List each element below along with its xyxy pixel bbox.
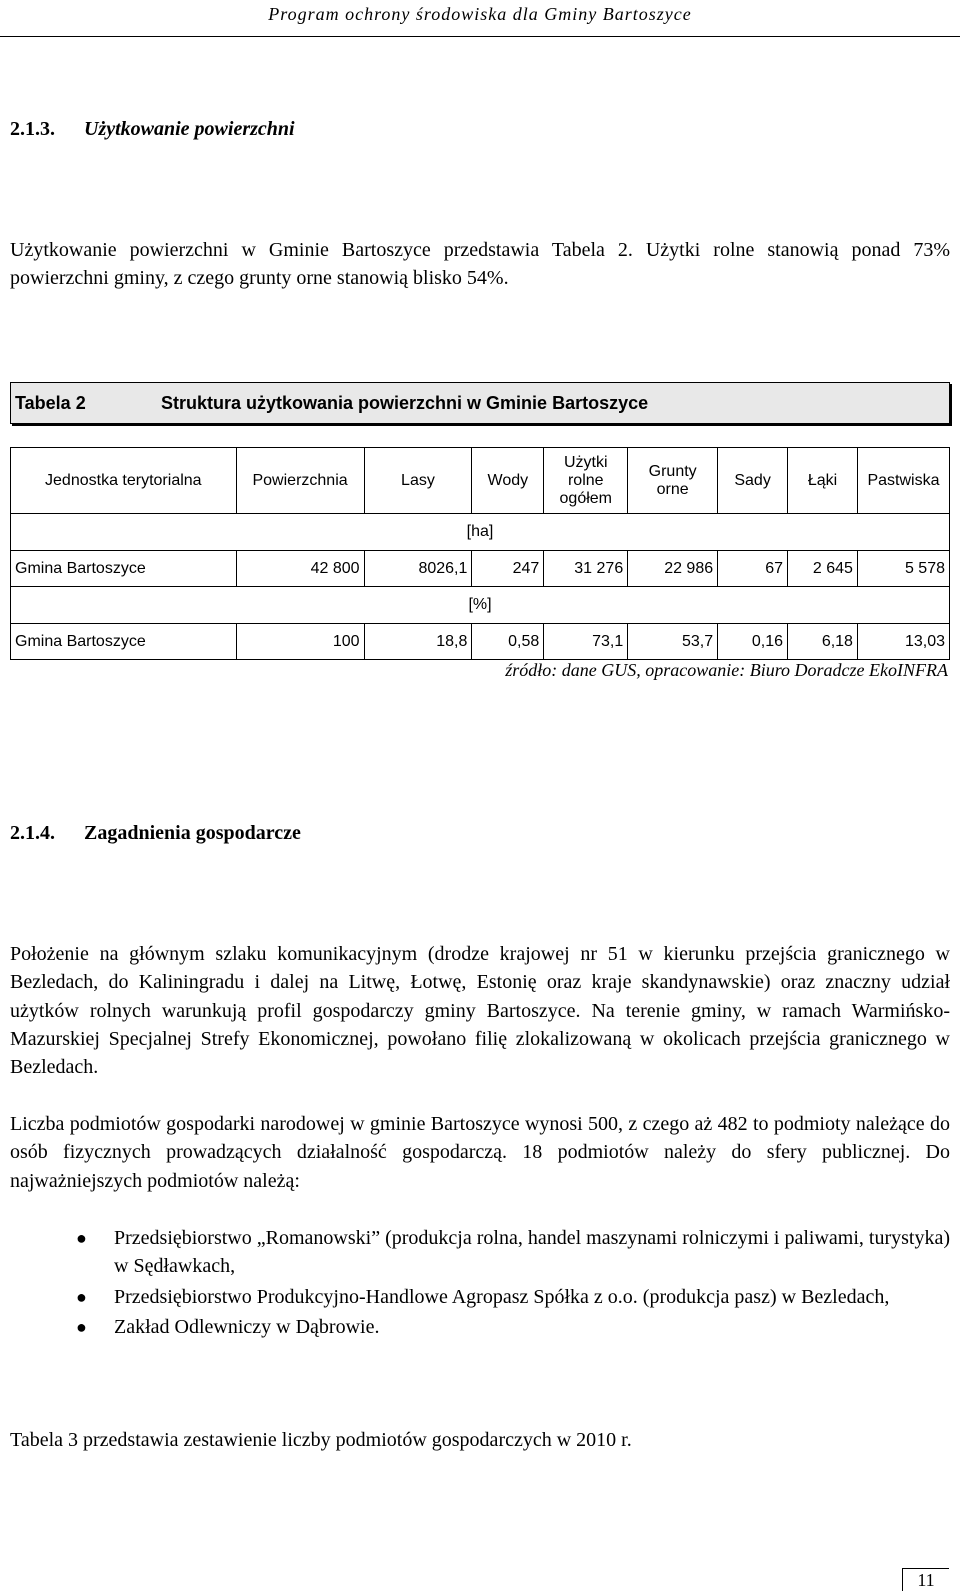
unit-row-ha	[11, 514, 950, 551]
bullet-icon: ●	[76, 1316, 87, 1337]
paragraph-economy-location: Położenie na głównym szlaku komunikacyjnym (drodze krajowej nr 51 w kierunku przejścia granicznego w Bezledach, do Kaliningradu i dalej na Litwę, Łotwę, Estonię oraz kraje skandynawskie) oraz znaczny udział użytków rolnych warunkują profil gospodarczy gminy Bartoszyce. Na terenie gminy, w ramach Warmińsko-Mazurskiej Specjalnej Strefy Ekonomicznej, powołano filię zlokalizowaną w okolicach przejścia granicznego w Bezledach.	[10, 943, 950, 1079]
cell-value: 5 578	[857, 551, 949, 587]
cell-value: 0,58	[472, 624, 544, 660]
page-number: 11	[902, 1568, 949, 1591]
unit-row-pct	[11, 587, 950, 624]
cell-value: 18,8	[364, 624, 472, 660]
section-number: 2.1.4.	[10, 822, 55, 844]
cell-value: 247	[472, 551, 544, 587]
cell-value: 6,18	[788, 624, 858, 660]
paragraph-business-entities: Liczba podmiotów gospodarki narodowej w gminie Bartoszyce wynosi 500, z czego aż 482 to podmioty należące do osób fizycznych prowadzących działalność gospodarczą. 18 podmiotów należy do sfery publicznej. Do najważniejszych podmiotów należą:	[10, 1113, 950, 1192]
land-use-table	[10, 447, 950, 660]
cell-value: 67	[718, 551, 788, 587]
row-name: Gmina Bartoszyce	[11, 624, 237, 660]
section-title: Zagadnienia gospodarcze	[84, 822, 301, 844]
cell-value: 22 986	[628, 551, 718, 587]
cell-value: 0,16	[718, 624, 788, 660]
header-divider	[0, 36, 960, 37]
col-header: Jednostka terytorialna	[11, 448, 237, 514]
table-row	[11, 624, 950, 660]
unit-label-ha: [ha]	[11, 514, 950, 551]
table-source-note: źródło: dane GUS, opracowanie: Biuro Doradcze EkoINFRA	[505, 660, 948, 680]
table-2-title-bar	[10, 382, 950, 424]
cell-value: 13,03	[857, 624, 949, 660]
list-item: ● Przedsiębiorstwo „Romanowski” (produkcja rolna, handel maszynami rolniczymi i paliwami, turystyka) w Sędławkach,	[10, 1224, 950, 1281]
list-item: ● Zakład Odlewniczy w Dąbrowie.	[10, 1313, 950, 1341]
col-header: Powierzchnia	[236, 448, 364, 514]
cell-value: 31 276	[544, 551, 628, 587]
table-caption: Struktura użytkowania powierzchni w Gminie Bartoszyce	[161, 393, 649, 413]
col-header: Sady	[718, 448, 788, 514]
section-heading-2-1-3	[10, 118, 295, 141]
col-header: Użytki rolne ogółem	[544, 448, 628, 514]
table-label: Tabela 2	[15, 393, 86, 413]
section-number: 2.1.3.	[10, 118, 55, 140]
paragraph-land-use: Użytkowanie powierzchni w Gminie Bartoszyce przedstawia Tabela 2. Użytki rolne stanowią ponad 73% powierzchni gminy, z czego grunty orne stanowią blisko 54%.	[10, 239, 950, 290]
key-entities-list	[10, 1224, 950, 1343]
list-item: ● Przedsiębiorstwo Produkcyjno-Handlowe Agropasz Spółka z o.o. (produkcja pasz) w Bezledach,	[10, 1283, 950, 1311]
col-header: Łąki	[788, 448, 858, 514]
cell-value: 42 800	[236, 551, 364, 587]
bullet-icon: ●	[76, 1286, 87, 1307]
col-header: Pastwiska	[857, 448, 949, 514]
col-header: Wody	[472, 448, 544, 514]
cell-value: 73,1	[544, 624, 628, 660]
table-header-row	[11, 448, 950, 514]
cell-value: 2 645	[788, 551, 858, 587]
paragraph-table-3-intro: Tabela 3 przedstawia zestawienie liczby podmiotów gospodarczych w 2010 r.	[10, 1429, 632, 1451]
section-heading-2-1-4	[10, 822, 301, 845]
cell-value: 8026,1	[364, 551, 472, 587]
row-name: Gmina Bartoszyce	[11, 551, 237, 587]
unit-label-pct: [%]	[11, 587, 950, 624]
col-header: Grunty orne	[628, 448, 718, 514]
bullet-icon: ●	[76, 1228, 87, 1248]
table-row	[11, 551, 950, 587]
cell-value: 100	[236, 624, 364, 660]
cell-value: 53,7	[628, 624, 718, 660]
section-title: Użytkowanie powierzchni	[84, 118, 295, 140]
col-header: Lasy	[364, 448, 472, 514]
page-header: Program ochrony środowiska dla Gminy Bartoszyce	[268, 4, 692, 24]
